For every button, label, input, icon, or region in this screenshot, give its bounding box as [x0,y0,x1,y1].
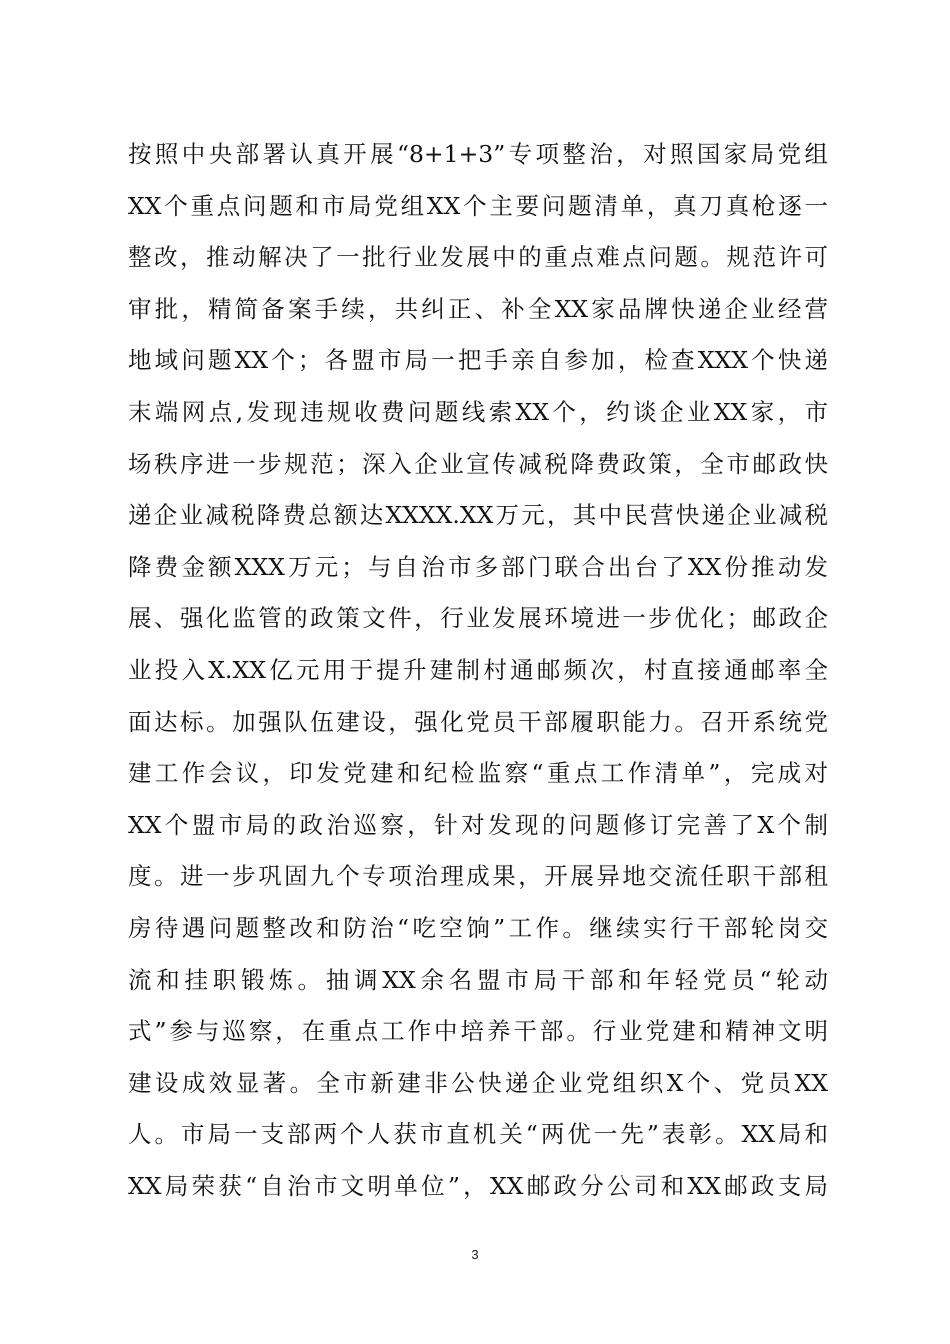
text-line: 地域问题XX个；各盟市局一把手亲自参加，检查XXX个快递 [128,346,828,375]
text-line: XX个盟市局的政治巡察，针对发现的问题修订完善了X个制 [128,810,828,839]
text-line: 式”参与巡察，在重点工作中培养干部。行业党建和精神文明 [128,1017,828,1046]
text-line: XX局荣获“自治市文明单位”，XX邮政分公司和XX邮政支局 [128,1171,828,1200]
text-line: 按照中央部署认真开展“8+1+3”专项整治，对照国家局党组 [128,140,828,168]
text-line: 度。进一步巩固九个专项治理成果，开展异地交流任职干部租 [128,862,828,891]
text-line: 场秩序进一步规范；深入企业宣传减税降费政策，全市邮政快 [128,449,828,478]
page-number: 3 [471,1247,479,1262]
text-line: XX个重点问题和市局党组XX个主要问题清单，真刀真枪逐一 [128,191,828,220]
text-line: 审批，精简备案手续，共纠正、补全XX家品牌快递企业经营 [128,294,828,323]
body-paragraph [128,129,828,1212]
text-line: 业投入X.XX亿元用于提升建制村通邮频次，村直接通邮率全 [128,655,828,684]
text-line: 展、强化监管的政策文件，行业发展环境进一步优化；邮政企 [128,604,828,633]
text-line: 降费金额XXX万元；与自治市多部门联合出台了XX份推动发 [128,552,828,581]
text-line: 房待遇问题整改和防治“吃空饷”工作。继续实行干部轮岗交 [128,913,828,942]
text-line: 建工作会议，印发党建和纪检监察“重点工作清单”，完成对 [128,759,828,788]
text-line: 建设成效显著。全市新建非公快递企业党组织X个、党员XX [128,1068,828,1097]
text-line: 面达标。加强队伍建设，强化党员干部履职能力。召开系统党 [128,707,828,736]
text-line: 流和挂职锻炼。抽调XX余名盟市局干部和年轻党员“轮动 [128,965,828,994]
text-line: 整改，推动解决了一批行业发展中的重点难点问题。规范许可 [128,243,828,272]
text-line: 末端网点,发现违规收费问题线索XX个，约谈企业XX家，市 [128,397,828,426]
text-line: 递企业减税降费总额达XXXX.XX万元，其中民营快递企业减税 [128,501,828,530]
text-line: 人。市局一支部两个人获市直机关“两优一先”表彰。XX局和 [128,1120,828,1149]
